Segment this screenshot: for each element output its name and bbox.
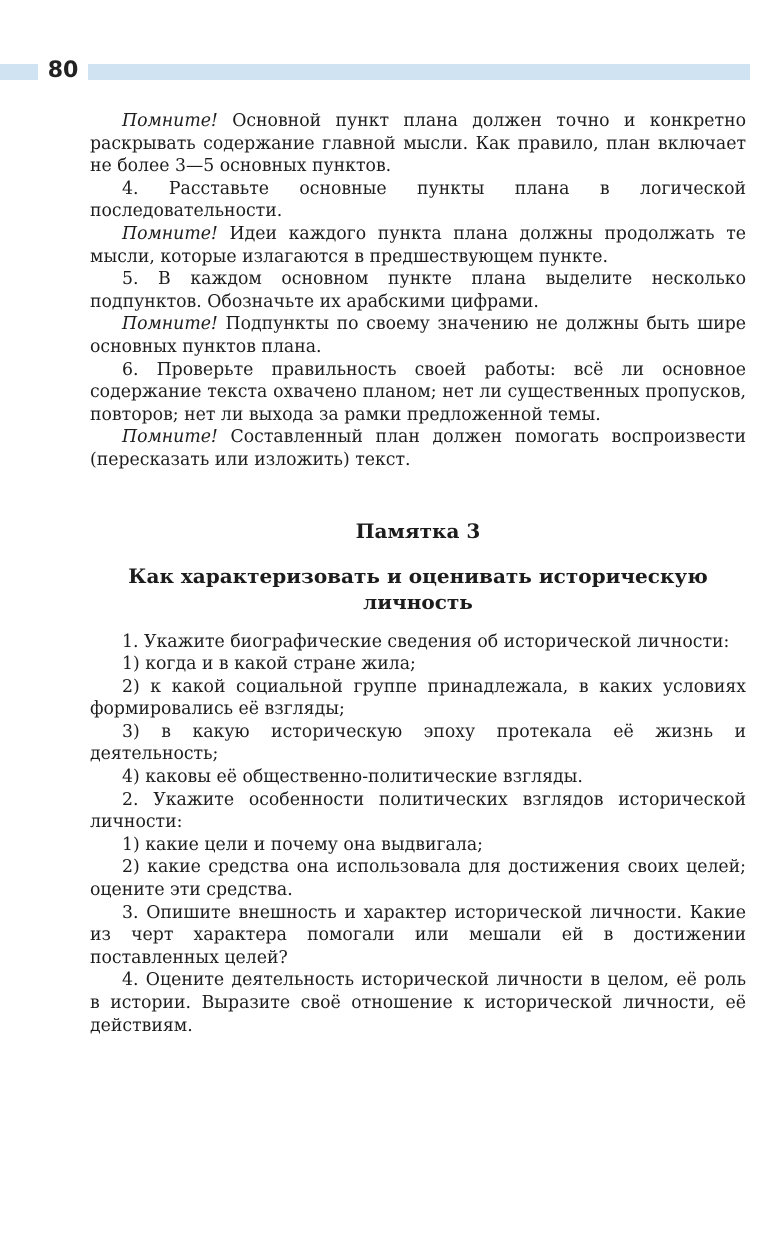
- list-item: 1) когда и в какой стране жила;: [122, 654, 416, 675]
- list-item: 2) какие средства она использовала для достижения своих целей; оцените эти средства.: [90, 857, 746, 901]
- memo-heading: Памятка 3: [355, 518, 481, 543]
- paragraph: Помните! Идеи каждого пункта плана должны продолжать те мысли, которые излагаются в предшествующем пункте.: [90, 223, 746, 267]
- memo-title: Как характеризовать и оценивать историческую личность: [128, 563, 708, 614]
- list-item: 2. Укажите особенности политических взглядов исторической личности:: [90, 789, 746, 833]
- paragraph: Помните! Основной пункт плана должен точно и конкретно раскрывать содержание главной мысли. Как правило, план включает не более 3—5 основных пунктов.: [90, 111, 746, 177]
- list-item: 2) к какой социальной группе принадлежала, в каких условиях формировались её взгляды;: [90, 676, 746, 720]
- paragraph: 5. В каждом основном пункте плана выделите несколько подпунктов. Обозначьте их арабскими цифрами.: [90, 269, 746, 312]
- list-item: 1) какие цели и почему она выдвигала;: [122, 834, 483, 855]
- page-number: 80: [47, 58, 79, 83]
- header-band-left: [0, 64, 38, 80]
- paragraph: Помните! Составленный план должен помогать воспроизвести (пересказать или изложить) текст.: [90, 427, 746, 470]
- page-content: [90, 110, 746, 1037]
- paragraph: 6. Проверьте правильность своей работы: всё ли основное содержание текста охвачено планом; нет ли существенных пропусков, повторов; нет ли выхода за рамки предложенной темы.: [90, 359, 746, 425]
- list-item: 4. Оцените деятельность исторической личности в целом, её роль в истории. Выразите своё отношение к исторической личности, её действиям.: [90, 970, 746, 1036]
- page-header: [0, 56, 779, 86]
- paragraph: 4. Расставьте основные пункты плана в логической последовательности.: [90, 178, 746, 222]
- list-item: 1. Укажите биографические сведения об исторической личности:: [122, 631, 730, 652]
- list-item: 3. Опишите внешность и характер исторической личности. Какие из черт характера помогали или мешали ей в достижении поставленных целей?: [90, 902, 746, 968]
- paragraph: Помните! Подпункты по своему значению не должны быть шире основных пунктов плана.: [90, 314, 746, 357]
- list-item: 3) в какую историческую эпоху протекала её жизнь и деятельность;: [90, 721, 746, 765]
- list-item: 4) каковы её общественно-политические взгляды.: [122, 767, 583, 788]
- header-band-right: [88, 64, 750, 80]
